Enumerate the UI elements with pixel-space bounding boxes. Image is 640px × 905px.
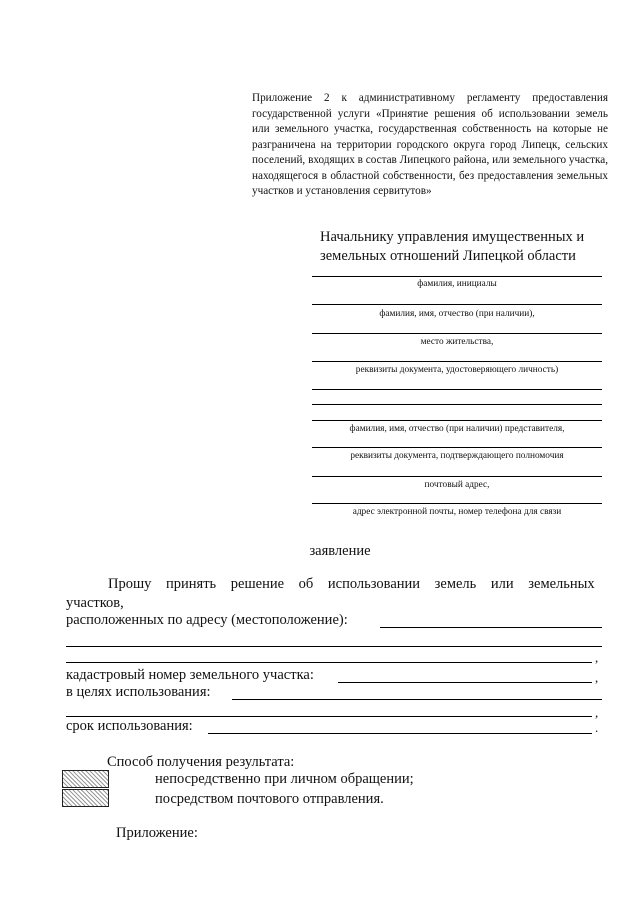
request-text-line-2: участков, — [66, 595, 124, 611]
personal-visit-checkbox[interactable] — [62, 770, 109, 788]
purpose-label: в целях использования: — [66, 684, 211, 700]
postal-mail-checkbox[interactable] — [62, 789, 109, 807]
id-document-field[interactable] — [312, 361, 602, 362]
term-period: . — [595, 720, 599, 735]
postal-address-caption: почтовый адрес, — [424, 480, 490, 490]
postal-mail-option: посредством почтового отправления. — [155, 791, 384, 807]
cadastral-label: кадастровый номер земельного участка: — [66, 667, 314, 683]
addressee-line-1: Начальнику управления имущественных и — [320, 229, 585, 245]
cadastral-field[interactable] — [338, 682, 592, 683]
addressee — [320, 228, 610, 266]
residence-caption: место жительства, — [420, 337, 494, 347]
residence-field[interactable] — [312, 333, 602, 334]
personal-visit-option: непосредственно при личном обращении; — [155, 771, 414, 787]
document-title: заявление — [309, 543, 371, 559]
purpose-comma: , — [595, 705, 599, 720]
term-label: срок использования: — [66, 718, 193, 734]
request-text-line-1: Прошу принять решение об использовании земель или земельных — [108, 576, 595, 592]
location-field-line-2[interactable] — [66, 646, 602, 647]
cadastral-comma: , — [595, 670, 599, 685]
extra-line-2[interactable] — [312, 404, 602, 405]
surname-initials-field[interactable] — [312, 276, 602, 277]
addressee-line-2: земельных отношений Липецкой области — [320, 248, 576, 264]
location-field[interactable] — [380, 627, 602, 628]
purpose-field-line-2[interactable] — [66, 716, 592, 717]
authority-document-caption: реквизиты документа, подтверждающего полномочия — [350, 451, 564, 461]
purpose-field[interactable] — [232, 699, 602, 700]
location-comma: , — [595, 650, 599, 665]
attachments-label: Приложение: — [116, 825, 198, 841]
surname-initials-caption: фамилия, инициалы — [417, 279, 497, 289]
id-document-caption: реквизиты документа, удостоверяющего личность) — [355, 365, 559, 375]
location-field-line-3[interactable] — [66, 662, 592, 663]
email-phone-caption: адрес электронной почты, номер телефона для связи — [352, 507, 562, 517]
email-phone-field[interactable] — [312, 503, 602, 504]
representative-name-field[interactable] — [312, 420, 602, 421]
authority-document-field[interactable] — [312, 447, 602, 448]
annex-header: Приложение 2 к административному регламенту предоставления государственной услуги «Принятие решения об использовании земель или земельного участка, государственная собственность на которые не разграничена на территории городского округа город Липецк, сельских поселений, входящих в состав Липецкого района, или земельного участка, находящегося в областной собственности, без предоставления земельных участков и установления сервитутов» — [252, 92, 608, 197]
full-name-field[interactable] — [312, 304, 602, 305]
full-name-caption: фамилия, имя, отчество (при наличии), — [379, 309, 535, 319]
extra-line-1[interactable] — [312, 389, 602, 390]
location-label: расположенных по адресу (местоположение): — [66, 612, 348, 628]
representative-name-caption: фамилия, имя, отчество (при наличии) представителя, — [349, 424, 565, 434]
postal-address-field[interactable] — [312, 476, 602, 477]
term-field[interactable] — [208, 733, 592, 734]
result-method-heading: Способ получения результата: — [107, 754, 295, 770]
